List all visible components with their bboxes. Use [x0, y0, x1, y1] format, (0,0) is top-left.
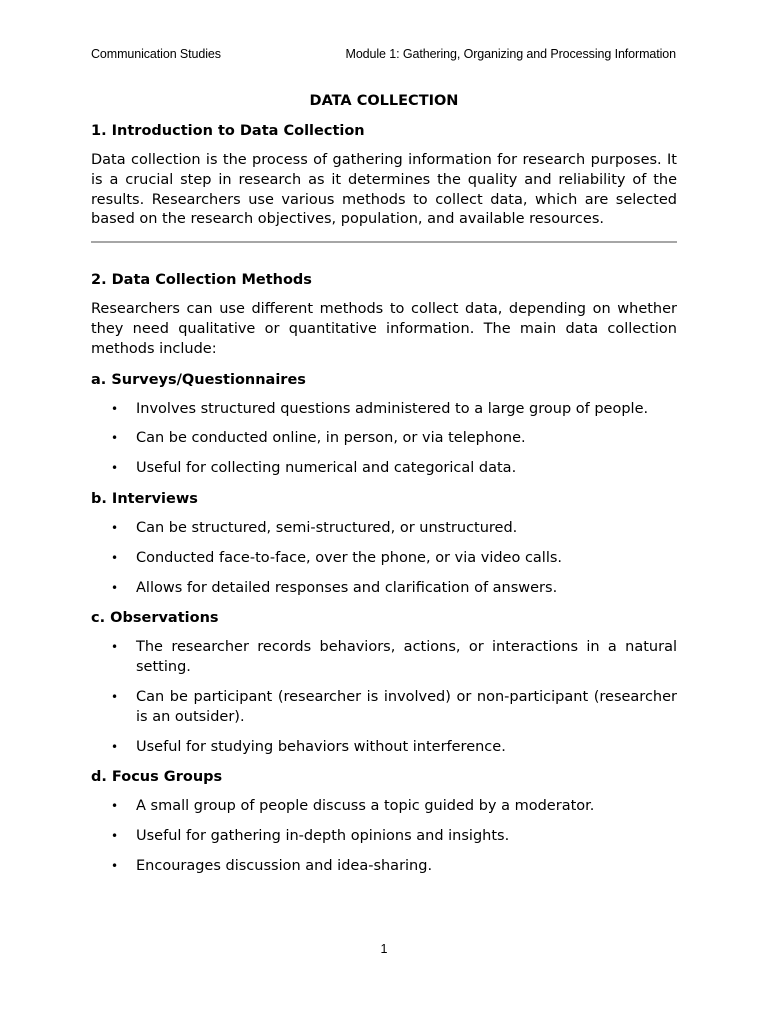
- list-item: • Involves structured questions administered to a large group of people.: [91, 400, 677, 420]
- bullet-icon: •: [111, 739, 119, 754]
- subsection-heading-observations: c. Observations: [91, 610, 219, 627]
- focus-groups-list: [91, 797, 677, 876]
- bullet-icon: •: [111, 461, 119, 476]
- section-2-heading: 2. Data Collection Methods: [91, 272, 312, 289]
- list-item: • A small group of people discuss a topic guided by a moderator.: [91, 797, 677, 817]
- bullet-icon: •: [111, 550, 119, 565]
- observations-list: [91, 638, 677, 757]
- document-title: DATA COLLECTION: [309, 93, 459, 109]
- list-item: • Can be structured, semi-structured, or unstructured.: [91, 519, 677, 539]
- bullet-icon: •: [111, 829, 119, 844]
- list-item: • Can be participant (researcher is involved) or non-participant (researcher is an outsider).: [111, 688, 677, 725]
- list-item: • Useful for gathering in-depth opinions and insights.: [91, 827, 677, 847]
- section-1-body: Data collection is the process of gathering information for research purposes. It is a crucial step in research as it determines the quality and reliability of the results. Researchers use various methods to collect data, which are selected based on the research objectives, population, and available resources.: [91, 152, 677, 228]
- bullet-icon: •: [111, 640, 119, 655]
- subsection-heading-interviews: b. Interviews: [91, 490, 198, 507]
- page-number: 1: [380, 942, 388, 956]
- bullet-icon: •: [111, 580, 119, 595]
- list-item: • Useful for studying behaviors without interference.: [91, 738, 677, 758]
- list-item: • Allows for detailed responses and clarification of answers.: [91, 579, 677, 599]
- bullet-icon: •: [111, 689, 119, 704]
- bullet-icon: •: [111, 858, 119, 873]
- list-item: • Useful for collecting numerical and categorical data.: [91, 459, 677, 479]
- bullet-icon: •: [111, 520, 119, 535]
- interviews-list: [91, 519, 677, 598]
- list-item: • The researcher records behaviors, actions, or interactions in a natural setting.: [111, 639, 677, 676]
- page-content: [91, 91, 677, 877]
- section-2-intro: Researchers can use different methods to collect data, depending on whether they need qualitative or quantitative information. The main data collection methods include:: [91, 301, 677, 357]
- bullet-icon: •: [111, 799, 119, 814]
- list-item: • Conducted face-to-face, over the phone, or via video calls.: [91, 549, 677, 569]
- bullet-icon: •: [111, 431, 119, 446]
- list-item: • Encourages discussion and idea-sharing.: [91, 857, 677, 877]
- subsection-heading-focus-groups: d. Focus Groups: [91, 769, 223, 786]
- subsection-heading-surveys: a. Surveys/Questionnaires: [91, 371, 306, 388]
- section-divider: [91, 241, 677, 243]
- header-course: Communication Studies: [91, 47, 221, 61]
- surveys-list: [91, 400, 677, 479]
- section-1-heading: 1. Introduction to Data Collection: [91, 123, 365, 139]
- list-item: • Can be conducted online, in person, or via telephone.: [91, 429, 677, 449]
- bullet-icon: •: [111, 401, 119, 416]
- header-module: Module 1: Gathering, Organizing and Processing Information: [345, 47, 676, 61]
- page-header: [91, 47, 676, 61]
